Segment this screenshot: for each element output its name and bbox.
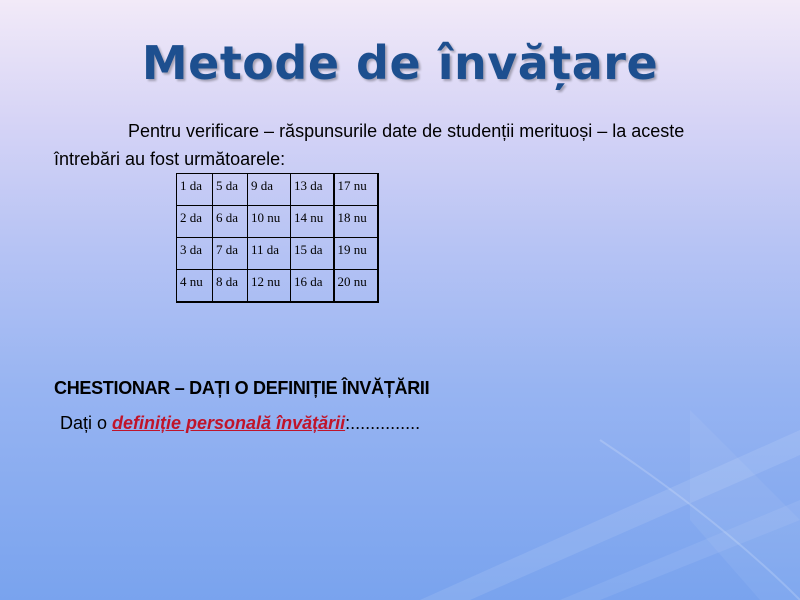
table-cell: 4 nu xyxy=(177,270,213,302)
table-cell: 3 da xyxy=(177,238,213,270)
prompt-prefix: Dați o xyxy=(60,413,113,433)
table-cell: 2 da xyxy=(177,206,213,238)
table-cell: 15 da xyxy=(291,238,334,270)
table-cell: 7 da xyxy=(213,238,248,270)
table-cell: 9 da xyxy=(248,174,291,206)
table-row xyxy=(177,238,378,270)
table-cell: 19 nu xyxy=(334,238,378,270)
definition-prompt xyxy=(60,413,420,434)
table-cell: 18 nu xyxy=(334,206,378,238)
table-row xyxy=(177,270,378,302)
prompt-suffix: :.............. xyxy=(345,413,421,433)
table-cell: 17 nu xyxy=(334,174,378,206)
intro-paragraph: Pentru verificare – răspunsurile date de studenții merituoși – la aceste întrebări au fost următoarele: xyxy=(54,121,685,169)
table-row xyxy=(177,206,378,238)
answers-table xyxy=(176,173,379,303)
chestionar-heading: CHESTIONAR – DAȚI O DEFINIȚIE ÎNVĂȚĂRII xyxy=(54,378,430,398)
prompt-emphasis: definiție personală învățării xyxy=(112,413,346,433)
table-cell: 10 nu xyxy=(248,206,291,238)
table-cell: 1 da xyxy=(177,174,213,206)
table-cell: 12 nu xyxy=(248,270,291,302)
table-row xyxy=(177,174,378,206)
table-cell: 13 da xyxy=(291,174,334,206)
table-cell: 8 da xyxy=(213,270,248,302)
table-cell: 6 da xyxy=(213,206,248,238)
table-cell: 14 nu xyxy=(291,206,334,238)
table-cell: 5 da xyxy=(213,174,248,206)
table-cell: 11 da xyxy=(248,238,291,270)
answers-table-body xyxy=(177,174,378,302)
table-cell: 16 da xyxy=(291,270,334,302)
table-cell: 20 nu xyxy=(334,270,378,302)
slide-title: Metode de învățare xyxy=(141,36,659,90)
